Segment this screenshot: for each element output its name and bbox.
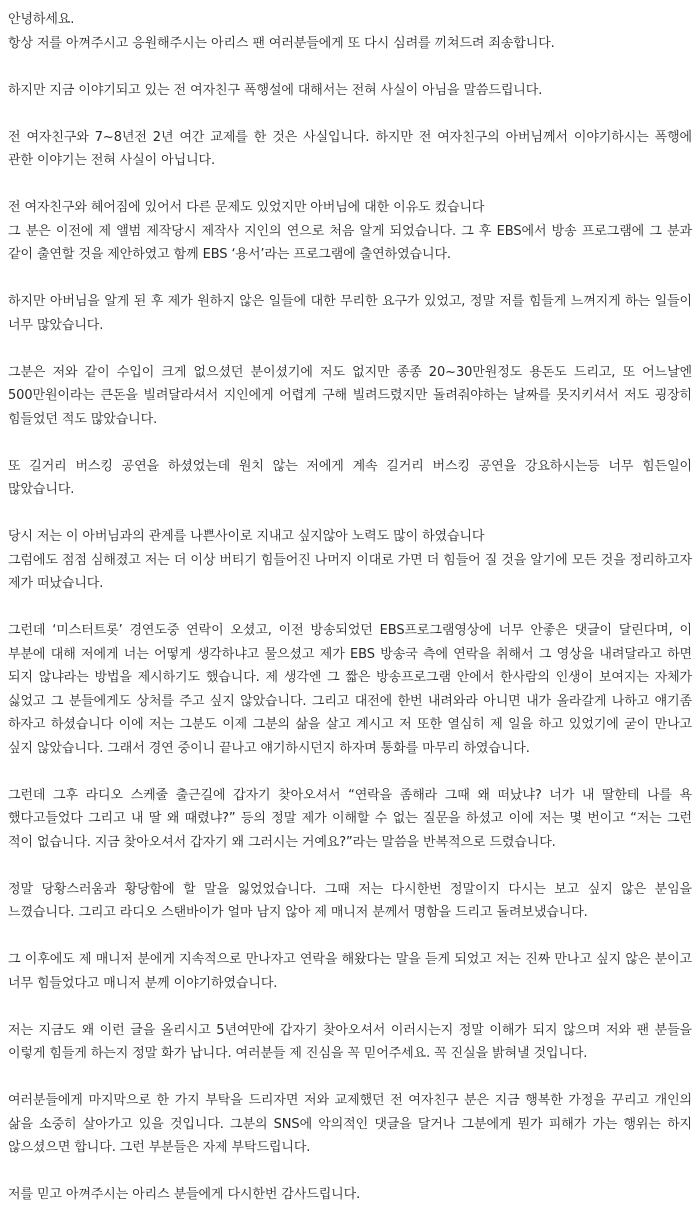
paragraph — [8, 196, 692, 267]
paragraph — [8, 455, 692, 502]
paragraph — [8, 1089, 692, 1160]
text-line: 당시 저는 이 아버님과의 관계를 나쁜사이로 지내고 싶지않아 노력도 많이 하였습니다 — [8, 529, 485, 544]
text-line: 하지만 지금 이야기되고 있는 전 여자친구 폭행설에 대해서는 전혀 사실이 아님을 말씀드립니다. — [8, 82, 543, 98]
text-line: 저를 믿고 아껴주시는 아리스 분들에게 다시한번 감사드립니다. — [8, 1187, 361, 1202]
paragraph — [8, 619, 692, 760]
text-line: 항상 저를 아껴주시고 응원해주시는 아리스 팬 여러분들에게 또 다시 심려를 끼쳐드려 죄송합니다. — [8, 35, 555, 51]
paragraph — [8, 79, 692, 103]
paragraph — [8, 290, 692, 337]
text-line: 저는 지금도 왜 이런 글을 올리시고 5년여만에 갑자기 찾아오셔서 이러시는지 정말 이해가 되지 않으며 저와 팬 분들을 이렇게 힘들게 하는지 정말 화가 납니다. 여러분들 제 진심을 꼭 믿어주세요. 꼭 진실을 밝혀낼 것입니다. — [8, 1022, 692, 1061]
text-line: 그런데 ‘미스터트롯’ 경연도중 연락이 오셨고, 이전 방송되었던 EBS프로그램영상에 너무 안좋은 댓글이 달린다며, 이 부분에 대해 저에게 너는 어떻게 생각하냐고 물으셨고 제가 EBS 방송국 측에 연락을 취해서 그 영상을 내려달라고 하면 되지 않냐라는 방법을 제시하기도 했습니다. 제 생각엔 그 짧은 방송프로그램 안에서 한사람의 인생이 보여지는 자체가 싫었고 그 분들에게도 상처를 주고 싶지 않았습니다. 그리고 대전에 한번 내려와라 아니면 내가 올라갈게 나하고 얘기좀 하자고 하셨습니다 이에 저는 그분도 이제 그분의 삶을 살고 계시고 저 또한 열심히 제 일을 하고 있었기에 굳이 만나고 싶지 않았습니다. 그래서 경연 중이니 끝나고 얘기하시던지 하자며 통화를 마무리 하였습니다. — [8, 623, 692, 756]
text-line: 그 이후에도 제 매니저 분에게 지속적으로 만나자고 연락을 해왔다는 말을 듣게 되었고 저는 진짜 만나고 싶지 않은 분이고 너무 힘들었다고 매니저 분께 이야기하였습니다. — [8, 952, 692, 991]
text-line: 그분은 저와 같이 수입이 크게 없으셨던 분이셨기에 저도 없지만 종종 20~30만원정도 용돈도 드리고, 또 어느날엔 500만원이라는 큰돈을 빌려달라셔서 지인에게 어렵게 구해 빌려드렸지만 돌려줘야하는 날짜를 못지키셔서 저도 굉장히 힘들었던 적도 많았습니다. — [8, 364, 692, 427]
paragraph — [8, 361, 692, 432]
paragraph-greeting — [8, 8, 692, 55]
text-line: 하지만 아버님을 알게 된 후 제가 원하지 않은 일들에 대한 무리한 요구가 있었고, 정말 저를 힘들게 느껴지게 하는 일들이 너무 많았습니다. — [8, 294, 692, 333]
paragraph — [8, 948, 692, 995]
text-line: 정말 당황스러움과 황당함에 할 말을 잃었었습니다. 그때 저는 다시한번 정말이지 다시는 보고 싶지 않은 분임을 느꼈습니다. 그리고 라디오 스탠바이가 얼마 남지 않아 제 매니저 분께서 명함을 드리고 돌려보냈습니다. — [8, 881, 692, 920]
text-line: 그런데 그후 라디오 스케줄 출근길에 갑자기 찾아오셔서 “연락을 좀해라 그때 왜 떠났냐? 너가 내 딸한테 나를 욕 했다고들었다 그리고 내 딸 왜 때렸냐?” 등의 정말 제가 이해할 수 없는 질문을 하셨고 이에 저는 몇 번이고 “저는 그런 적이 없습니다. 지금 찾아오셔서 갑자기 왜 그러시는 거예요?”라는 말씀을 반복적으로 드렸습니다. — [8, 787, 692, 850]
paragraph — [8, 784, 692, 855]
text-line: 또 길거리 버스킹 공연을 하셨었는데 원치 않는 저에게 계속 길거리 버스킹 공연을 강요하시는등 너무 힘든일이 많았습니다. — [8, 458, 692, 497]
paragraph — [8, 1019, 692, 1066]
text-line: 전 여자친구와 헤어짐에 있어서 다른 문제도 있었지만 아버님에 대한 이유도 컸습니다 — [8, 200, 485, 215]
text-line: 여러분들에게 마지막으로 한 가지 부탁을 드리자면 저와 교제했던 전 여자친구 분은 지금 행복한 가정을 꾸리고 개인의 삶을 소중히 살아가고 있을 것입니다. 그분의 SNS에 악의적인 댓글을 달거나 그분에게 뭔가 피해가 가는 행위는 하지 않으셨으면 합니다. 그런 부분들은 자제 부탁드립니다. — [8, 1093, 692, 1155]
paragraph-closing — [8, 1183, 692, 1207]
paragraph — [8, 126, 692, 173]
text-line: 안녕하세요. — [8, 12, 75, 27]
paragraph — [8, 878, 692, 925]
paragraph — [8, 525, 692, 596]
statement-document — [8, 8, 692, 1207]
text-line: 그 분은 이전에 제 앨범 제작당시 제작사 지인의 연으로 처음 알게 되었습니다. 그 후 EBS에서 방송 프로그램에 그 분과 같이 출연할 것을 제안하였고 함께 EBS ‘용서’라는 프로그램에 출연하였습니다. — [8, 223, 692, 262]
text-line: 전 여자친구와 7~8년전 2년 여간 교제를 한 것은 사실입니다. 하지만 전 여자친구의 아버님께서 이야기하시는 폭행에 관한 이야기는 전혀 사실이 아닙니다. — [8, 129, 692, 168]
text-line: 그럼에도 점점 심해졌고 저는 더 이상 버티기 힘들어진 나머지 이대로 가면 더 힘들어 질 것을 알기에 모든 것을 정리하고자 제가 떠났습니다. — [8, 552, 692, 591]
